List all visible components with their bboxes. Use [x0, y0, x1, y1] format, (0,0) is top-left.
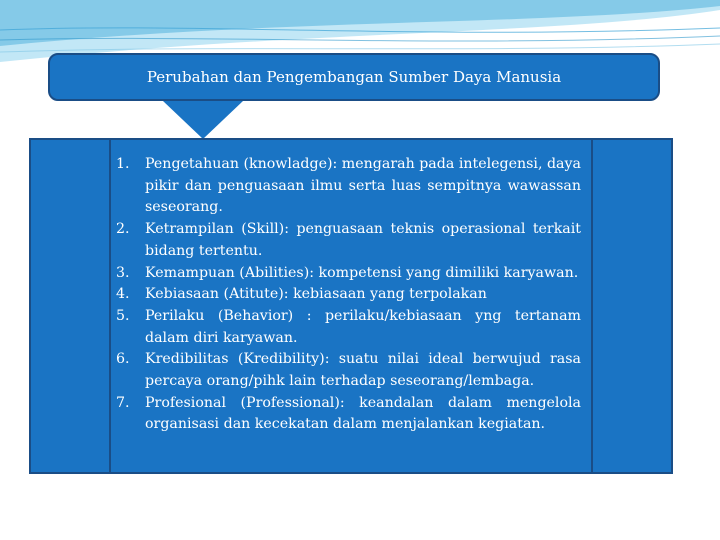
- list-text: Profesional (Professional): keandalan dalam mengelola organisasi dan kecekatan dalam menjalankan kegiatan.: [145, 394, 581, 433]
- list-number: 1.: [116, 156, 130, 172]
- list-number: 4.: [116, 286, 130, 303]
- list-item: [111, 393, 591, 436]
- callout-pointer: [163, 101, 243, 139]
- list-item: [111, 154, 591, 219]
- list-item: [111, 349, 591, 392]
- list-text: Kebiasaan (Atitute): kebiasaan yang terpolakan: [145, 286, 487, 303]
- page-title: Perubahan dan Pengembangan Sumber Daya Manusia: [146, 68, 562, 86]
- list-number: 7.: [116, 394, 130, 411]
- list-text: Kemampuan (Abilities): kompetensi yang dimiliki karyawan.: [145, 264, 579, 281]
- list-item: [111, 306, 591, 349]
- list-number: 2.: [116, 221, 130, 238]
- list-text: Pengetahuan (knowladge): mengarah pada intelegensi, daya pikir dan penguasaan ilmu serta luas sempitnya wawassan seseorang.: [145, 156, 581, 216]
- list-text: Ketrampilan (Skill): penguasaan teknis operasional terkait bidang tertentu.: [145, 221, 581, 259]
- list-number: 3.: [116, 264, 130, 281]
- list-number: 5.: [116, 307, 130, 324]
- list-text: Kredibilitas (Kredibility): suatu nilai ideal berwujud rasa percaya orang/pihk lain terhadap seseorang/lembaga.: [145, 351, 581, 390]
- content-box: [109, 138, 593, 474]
- left-panel: [29, 138, 111, 474]
- right-panel: [591, 138, 673, 474]
- factor-list: [111, 154, 591, 436]
- title-box: [48, 53, 660, 101]
- list-item: [111, 284, 591, 306]
- list-item: [111, 263, 591, 285]
- list-number: 6.: [116, 351, 130, 368]
- list-item: [111, 219, 591, 262]
- list-text: Perilaku (Behavior) : perilaku/kebiasaan yng tertanam dalam diri karyawan.: [145, 307, 581, 346]
